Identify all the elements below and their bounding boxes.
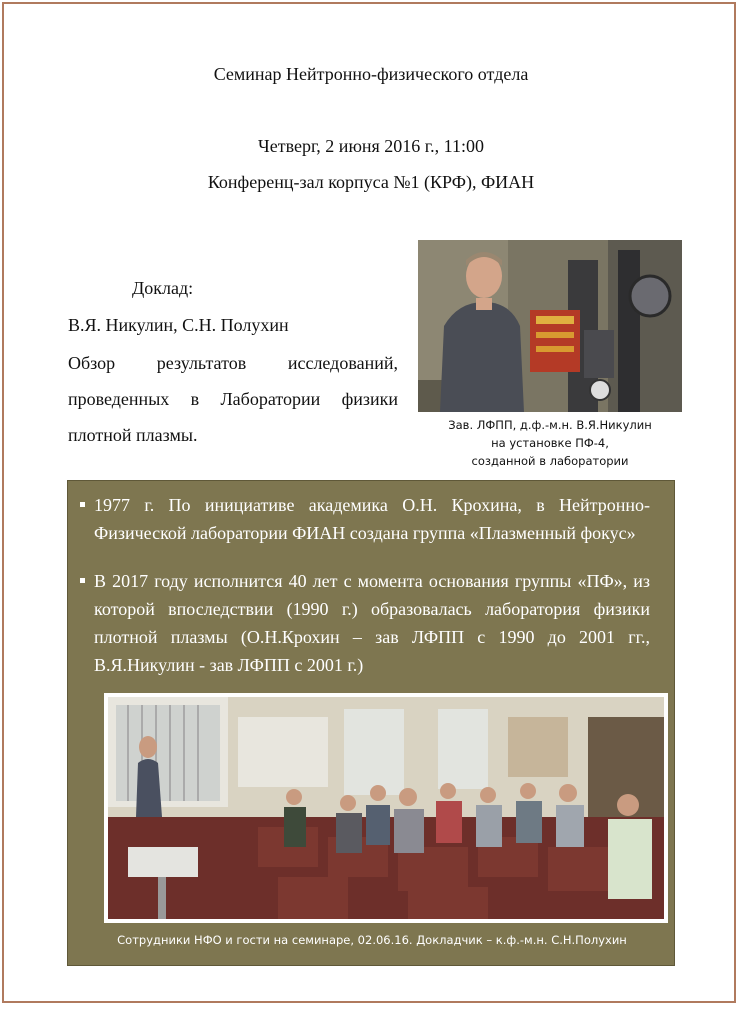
seminar-datetime: Четверг, 2 июня 2016 г., 11:00: [258, 136, 484, 156]
history-panel: [67, 480, 675, 966]
bullet-text: В 2017 году исполнится 40 лет с момента основания группы «ПФ», из которой впоследствии (1990 г.) образовалась лаборатория физики плотной плазмы (О.Н.Крохин – зав ЛФПП с 1990 до 2001 гг., В.Я.Никулин - зав ЛФПП с 2001 г.): [94, 571, 650, 675]
photo2-caption: Сотрудники НФО и гости на семинаре, 02.06.16. Докладчик – к.ф.-м.н. С.Н.Полухин: [117, 933, 627, 947]
photo-nikulin-at-pf4: [418, 240, 682, 412]
bullet-square-icon: [80, 502, 85, 507]
bullet-square-icon: [80, 578, 85, 583]
report-title: Обзор результатов исследований, проведенных в Лаборатории физики плотной плазмы.: [68, 353, 398, 445]
history-bullet: [68, 567, 676, 679]
photo1-caption-line: созданной в лаборатории: [471, 454, 629, 468]
history-bullets: [68, 491, 676, 699]
bullet-text: 1977 г. По инициативе академика О.Н. Крохина, в Нейтронно-Физической лаборатории ФИАН создана группа «Плазменный фокус»: [94, 495, 650, 543]
photo1-caption-line: на установке ПФ-4,: [491, 436, 609, 450]
photo1-caption-line: Зав. ЛФПП, д.ф.-м.н. В.Я.Никулин: [448, 418, 652, 432]
seminar-title: Семинар Нейтронно-физического отдела: [213, 64, 529, 84]
photo1-caption: [418, 416, 682, 470]
history-bullet: [68, 491, 676, 547]
photo-seminar-audience: [104, 693, 668, 923]
seminar-venue: Конференц-зал корпуса №1 (КРФ), ФИАН: [207, 172, 535, 192]
report-authors: В.Я. Никулин, С.Н. Полухин: [68, 315, 289, 335]
report-label: Доклад:: [132, 278, 194, 298]
